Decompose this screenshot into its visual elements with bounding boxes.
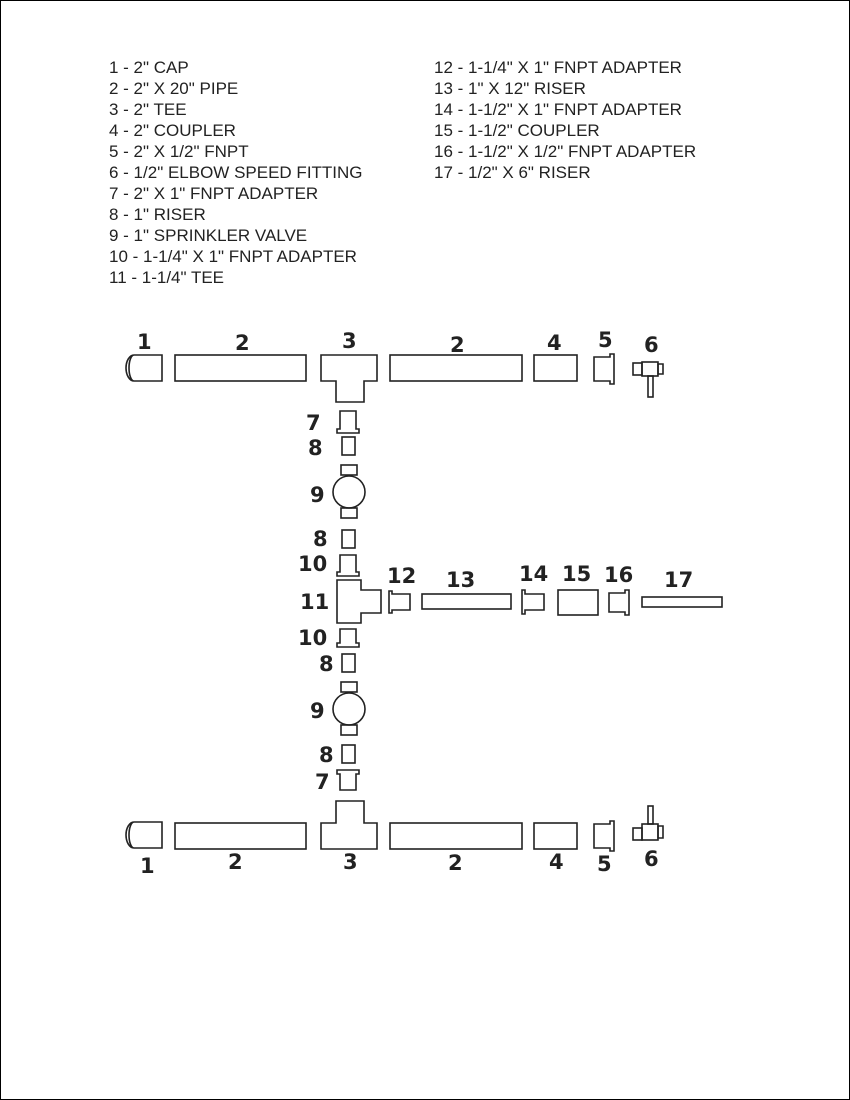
parts-list-item: 3 - 2" TEE [109, 100, 187, 119]
parts-list-item: 16 - 1-1/2" X 1/2" FNPT ADAPTER [434, 142, 697, 161]
coupler [558, 590, 598, 615]
parts-list-item: 12 - 1-1/4" X 1" FNPT ADAPTER [434, 58, 682, 77]
part-label: 8 [319, 652, 334, 676]
part-label: 6 [644, 333, 659, 357]
part-label: 8 [308, 436, 323, 460]
part-label: 2 [235, 331, 250, 355]
part-label: 12 [387, 564, 417, 588]
part-label: 7 [306, 411, 321, 435]
pipe [390, 823, 522, 849]
lower-column [298, 626, 365, 794]
parts-list-item: 14 - 1-1/2" X 1" FNPT ADAPTER [434, 100, 682, 119]
parts-list-item: 11 - 1-1/4" TEE [109, 268, 225, 287]
fnpt-adapter [522, 590, 544, 614]
fnpt-adapter [609, 590, 629, 615]
part-label: 15 [562, 562, 592, 586]
part-label: 8 [313, 527, 328, 551]
riser [342, 437, 355, 455]
parts-list-item: 15 - 1-1/2" COUPLER [434, 121, 600, 140]
part-label: 2 [450, 333, 465, 357]
pipe [175, 823, 306, 849]
cap [126, 355, 162, 381]
part-label: 9 [310, 699, 325, 723]
fnpt-adapter [594, 821, 614, 851]
part-label: 13 [446, 568, 476, 592]
cap [126, 822, 162, 848]
part-label: 10 [298, 626, 328, 650]
elbow-fitting [633, 362, 663, 397]
elbow-fitting [633, 806, 663, 840]
parts-list-item: 17 - 1/2" X 6" RISER [434, 163, 591, 182]
sprinkler-valve [333, 682, 365, 735]
riser [342, 745, 355, 763]
part-label: 9 [310, 483, 325, 507]
sprinkler-valve [333, 465, 365, 518]
riser [422, 594, 511, 609]
part-label: 14 [519, 562, 549, 586]
parts-list-item: 2 - 2" X 20" PIPE [109, 79, 239, 98]
riser [342, 530, 355, 548]
part-label: 2 [228, 850, 243, 874]
pipe [175, 355, 306, 381]
coupler [534, 823, 577, 849]
parts-list-item: 10 - 1-1/4" X 1" FNPT ADAPTER [109, 247, 357, 266]
fnpt-adapter [337, 770, 359, 790]
fnpt-adapter [389, 591, 410, 613]
part-label: 16 [604, 563, 634, 587]
part-label: 4 [549, 850, 564, 874]
tee [321, 801, 377, 849]
part-label: 6 [644, 847, 659, 871]
parts-list-item: 4 - 2" COUPLER [109, 121, 236, 140]
fnpt-adapter [594, 354, 614, 384]
part-label: 3 [343, 850, 358, 874]
tee [321, 355, 377, 402]
bottom-row [126, 801, 663, 878]
fnpt-adapter [337, 411, 359, 433]
pipe [390, 355, 522, 381]
parts-list-item: 13 - 1" X 12" RISER [434, 79, 586, 98]
fnpt-adapter [337, 555, 359, 576]
parts-list-item: 1 - 2" CAP [109, 58, 189, 77]
parts-list-item: 7 - 2" X 1" FNPT ADAPTER [109, 184, 319, 203]
part-label: 1 [140, 854, 155, 878]
parts-list-item: 9 - 1" SPRINKLER VALVE [109, 226, 308, 245]
riser [642, 597, 722, 607]
upper-column [298, 411, 365, 576]
fnpt-adapter [337, 629, 359, 647]
part-label: 1 [137, 330, 152, 354]
part-label: 8 [319, 743, 334, 767]
part-label: 5 [597, 852, 612, 876]
part-label: 4 [547, 331, 562, 355]
riser [342, 654, 355, 672]
part-label: 2 [448, 851, 463, 875]
tee [337, 580, 381, 623]
coupler [534, 355, 577, 381]
part-label: 10 [298, 552, 328, 576]
part-label: 7 [315, 770, 330, 794]
top-row [126, 328, 663, 402]
parts-list-item: 8 - 1" RISER [109, 205, 206, 224]
part-label: 11 [300, 590, 330, 614]
parts-list-item: 6 - 1/2" ELBOW SPEED FITTING [109, 163, 363, 182]
parts-list-item: 5 - 2" X 1/2" FNPT [109, 142, 249, 161]
part-label: 5 [598, 328, 613, 352]
part-label: 17 [664, 568, 694, 592]
branch-assembly [300, 562, 722, 623]
part-label: 3 [342, 329, 357, 353]
